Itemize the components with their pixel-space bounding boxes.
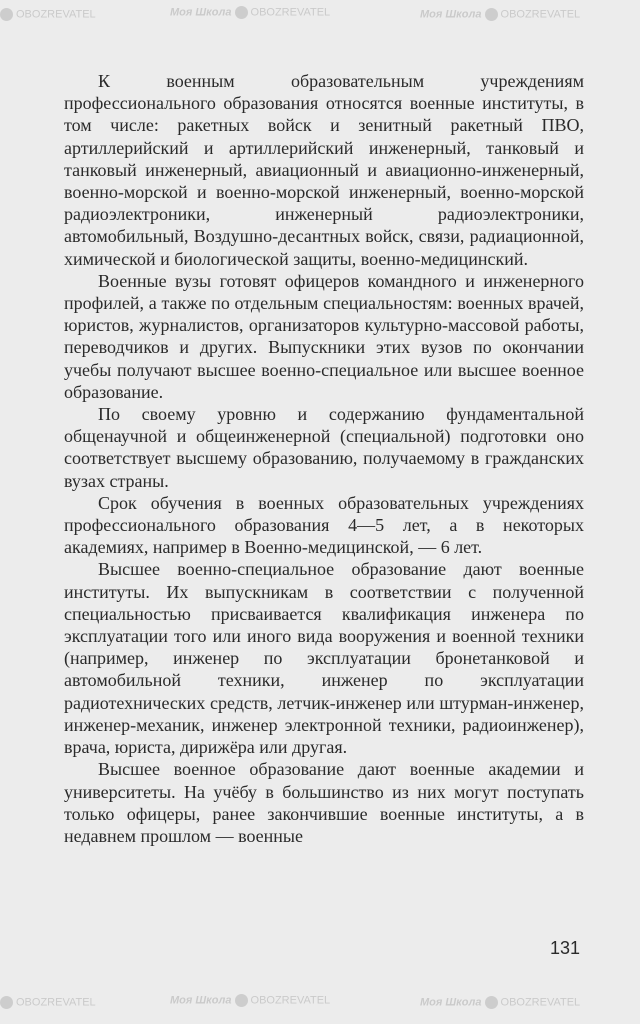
paragraph-1: К военным образовательным учреждениям профессионального образования относятся военные институты, в том числе: ракетных войск и зенитный ракетный ПВО, артиллерийский и артиллерийский инженерный, танковый и танковый инженерный, авиационный и авиационно-инженерный, военно-морской и военно-морской инженерный, военно-морской радиоэлектроники, инженерный радиоэлектроники, автомобильный, Воздушно-десантных войск, связи, радиационной, химической и биологической защиты, военно-медицинский.: [64, 71, 584, 269]
page-number: 131: [550, 938, 581, 958]
watermark-logo-icon: [485, 8, 498, 21]
paragraph-2: Военные вузы готовят офицеров командного и инженерного профилей, а также по отдельным специальностям: военных врачей, юристов, журналистов, организаторов культурно-массовой работы, переводчиков и других. Выпускники этих вузов по окончании учебы получают высшее военно-специальное или высшее военное образование.: [64, 270, 584, 402]
watermark: Моя Школа OBOZREVATEL: [420, 8, 581, 21]
watermark: OBOZREVATEL: [0, 996, 96, 1009]
paragraph-6: Высшее военное образование дают военные академии и университеты. На учёбу в большинство из них могут поступать только офицеры, ранее закончившие военные институты, а в недавнем прошлом — военные: [64, 759, 584, 846]
watermark: Моя Школа OBOZREVATEL: [170, 6, 331, 19]
watermark: Моя Школа OBOZREVATEL: [420, 996, 581, 1009]
paragraph-3: По своему уровню и содержанию фундаментальной общенаучной и общеинженерной (специальной) подготовки оно соответствует высшему образованию, получаемому в гражданских вузах страны.: [64, 404, 584, 491]
watermark: Моя Школа OBOZREVATEL: [170, 994, 331, 1007]
watermark-logo-icon: [0, 8, 13, 21]
watermark-logo-icon: [235, 994, 248, 1007]
paragraph-5: Высшее военно-специальное образование дают военные институты. Их выпускникам в соответствии с полученной специальностью присваивается квалификация инженера по эксплуатации того или иного вида вооружения и военной техники (например, инженер по эксплуатации бронетанковой и автомобильной техники, инженер по эксплуатации радиотехнических средств, летчик-инженер или штурман-инженер, инженер-механик, инженер электронной техники, радиоинженер), врача, юриста, дирижёра или другая.: [64, 559, 584, 758]
body-text: [64, 70, 584, 847]
watermark-logo-icon: [0, 996, 13, 1009]
watermark: OBOZREVATEL: [0, 8, 96, 21]
watermark-logo-icon: [485, 996, 498, 1009]
watermark-logo-icon: [235, 6, 248, 19]
paragraph-4: Срок обучения в военных образовательных учреждениях профессионального образования 4—5 лет, а в некоторых академиях, например в Военно-медицинской, — 6 лет.: [64, 492, 584, 558]
